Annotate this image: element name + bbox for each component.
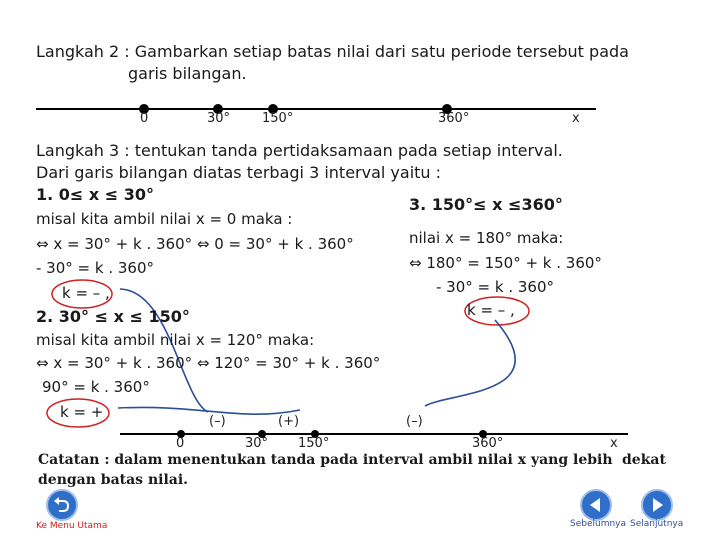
interval3-line3: - 30° = k . 360° <box>436 278 554 296</box>
interval1-line2: ⇔ x = 30° + k . 360° ⇔ 0 = 30° + k . 360° <box>36 235 354 253</box>
top-label-x: x <box>572 111 580 126</box>
home-label[interactable]: Ke Menu Utama <box>36 521 108 531</box>
note-line1: Catatan : dalam menentukan tanda pada interval ambil nilai x yang lebih <box>38 452 613 468</box>
note-line2: dengan batas nilai. <box>38 472 189 488</box>
prev-button[interactable] <box>580 489 612 521</box>
arrow-right-icon <box>643 491 671 519</box>
interval3-line1: nilai x = 180° maka: <box>409 229 564 247</box>
sign-interval-3: (–) <box>406 414 423 429</box>
bottom-label-30: 30° <box>245 436 269 451</box>
interval3-k: k = – , <box>467 301 515 319</box>
interval1-line3: - 30° = k . 360° <box>36 259 154 277</box>
connector-curve-3 <box>425 320 515 406</box>
step3-intro: Dari garis bilangan diatas terbagi 3 interval yaitu : <box>36 163 442 182</box>
interval1-line1: misal kita ambil nilai x = 0 maka : <box>36 210 293 228</box>
bottom-label-150: 150° <box>298 436 330 451</box>
arrow-left-icon <box>582 491 610 519</box>
prev-label[interactable]: Sebelumnya <box>570 519 627 529</box>
interval2-line3: 90° = k . 360° <box>42 378 150 396</box>
bottom-label-x: x <box>610 436 618 451</box>
interval2-k: k = + <box>60 403 104 421</box>
home-button[interactable] <box>46 489 78 521</box>
back-arrow-icon <box>48 491 76 519</box>
interval2-line1: misal kita ambil nilai x = 120° maka: <box>36 331 315 349</box>
interval3-heading: 3. 150°≤ x ≤360° <box>409 195 563 214</box>
top-label-0: 0 <box>140 111 149 126</box>
interval2-heading: 2. 30° ≤ x ≤ 150° <box>36 307 190 326</box>
bottom-label-0: 0 <box>176 436 185 451</box>
next-button[interactable] <box>641 489 673 521</box>
interval1-heading: 1. 0≤ x ≤ 30° <box>36 185 155 204</box>
next-label[interactable]: Selanjutnya <box>630 519 684 529</box>
step2-line2: garis bilangan. <box>128 64 247 83</box>
top-label-30: 30° <box>207 111 231 126</box>
top-label-360: 360° <box>438 111 470 126</box>
interval3-line2: ⇔ 180° = 150° + k . 360° <box>409 254 602 272</box>
top-label-150: 150° <box>262 111 294 126</box>
step3-title: Langkah 3 : tentukan tanda pertidaksamaan pada setiap interval. <box>36 141 563 160</box>
bottom-label-360: 360° <box>472 436 504 451</box>
step2-line1: Langkah 2 : Gambarkan setiap batas nilai dari satu periode tersebut pada <box>36 42 629 61</box>
interval2-line2: ⇔ x = 30° + k . 360° ⇔ 120° = 30° + k . 360° <box>36 354 381 372</box>
sign-interval-2: (+) <box>278 414 300 429</box>
note-line1-end: dekat <box>622 452 666 468</box>
sign-interval-1: (–) <box>209 414 226 429</box>
interval1-k: k = – , <box>62 284 110 302</box>
